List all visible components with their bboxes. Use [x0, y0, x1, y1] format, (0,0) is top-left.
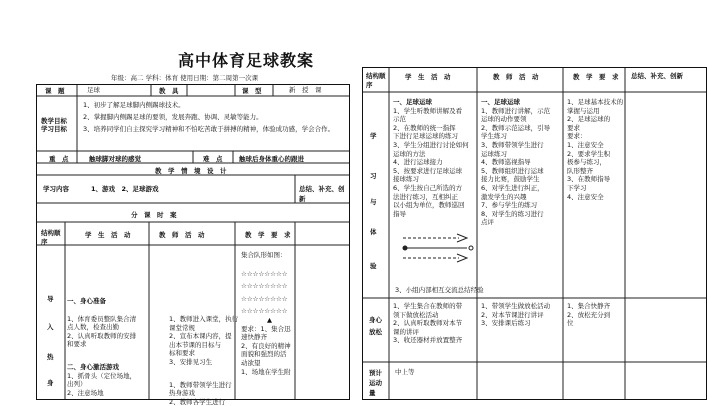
relax-student-line: 1、学生集合在教师的带 [393, 302, 463, 310]
goal-item-1: 1、初步了解足球脚内侧踢球技术。 [83, 101, 185, 109]
left-table-grid [37, 85, 349, 399]
student-line: 接球练习 [393, 175, 419, 184]
teacher-line: 2、教师示范运球，引导 [481, 123, 551, 132]
req-line: 动欲望 [241, 358, 261, 367]
req-line: ☆☆☆☆☆☆☆☆ [241, 269, 288, 278]
left-page [36, 44, 350, 406]
teacher-line: 8、对学生的练习进行 [481, 209, 544, 218]
content-label: 学习内容 [43, 185, 69, 193]
req-line: ☆☆☆☆☆☆☆☆ [241, 307, 288, 316]
class-time-header: 分 课 时 案 [131, 211, 177, 219]
relax-req-line: 位 [567, 319, 574, 328]
student-line: 一、足球运球 [393, 98, 432, 106]
teacher-line: 出本节课的目标与 [169, 340, 221, 349]
teacher-marker: ▲ [267, 315, 272, 324]
side-label-re: 热 [47, 353, 54, 361]
right-table-grid [363, 68, 706, 399]
relax-student-line: 课的讲评 [393, 327, 419, 336]
teacher-line: 标和要求 [169, 349, 195, 358]
student-line: 下进行足球运球的练习 [393, 132, 458, 141]
equipment-label: 教 具 [159, 87, 179, 95]
student-line: 指导 [393, 209, 406, 218]
diagram-caption: 3、小组内部相互交流总结经验 [395, 286, 484, 294]
planned-load-value: 中上等 [395, 368, 415, 376]
meta-line: 年级：高二 学科：体育 使用日期：第二周第一次课 [111, 74, 259, 82]
req-line: ☆☆☆☆☆☆☆☆ [241, 294, 288, 303]
req-line: 2、有良好的精神 [241, 341, 291, 350]
teacher-line: 接力比赛，鼓励学生 [481, 175, 540, 184]
teacher-line: 7、参与学生的练习 [481, 201, 538, 210]
teacher-line: 激发学生的兴趣 [481, 192, 527, 201]
teacher-line: 1、教师进入课堂，执行 [169, 315, 239, 323]
req-line: 队形整齐 [567, 166, 593, 175]
req-line: 要求：1、集合迅 [241, 324, 291, 333]
req-line: 要求： [567, 132, 587, 141]
req-line: 1、足球基本技术的 [567, 98, 624, 106]
student-line: 以小组为单位，教师巡回 [393, 201, 465, 210]
relax-teacher-line: 2、对本节课进行讲评 [481, 310, 544, 319]
student-line: 和要求 [67, 340, 87, 349]
col-student: 学 生 活 动 [85, 231, 131, 239]
side-label-yan: 验 [370, 262, 377, 270]
teacher-line: 运球练习 [481, 149, 507, 158]
relax-teacher-line: 1、带领学生做放松活动 [481, 302, 551, 310]
teacher-line: 课堂常规 [169, 323, 195, 332]
student-line: 1、抓骨头（定位场地， [67, 371, 137, 380]
student-line: 一、身心准备 [67, 297, 106, 305]
topic-value: 足球 [87, 86, 100, 94]
content-value: 1、游戏 2、足球游戏 [91, 185, 159, 193]
col-teacher: 教 师 活 动 [493, 73, 539, 81]
side-label-yu: 与 [370, 198, 377, 206]
goal-item-3: 3、培养同学们自主探究学习精神和不怕吃苦敢于拼搏的精神，体验成功感，学会合作。 [83, 125, 335, 133]
student-line: 点人数，检查出勤 [67, 323, 119, 332]
col-requirement: 教 学 要 求 [573, 73, 619, 81]
teacher-line: 4、教师巡视指导 [481, 158, 531, 167]
req-line: 1、注意安全 [567, 140, 604, 149]
student-line: 法进行练习，互相纠正 [393, 192, 458, 201]
student-line: 出列） [67, 380, 87, 389]
student-line: 6、学生按自己所选的方 [393, 183, 463, 192]
relax-student-line: 领下做放松活动 [393, 310, 439, 319]
relax-req-line: 2、放松充分到 [567, 310, 611, 319]
teacher-line: 1、教师进行讲解，示范 [481, 106, 551, 115]
topic-label: 课 题 [45, 87, 65, 95]
key-point-label: 重 点 [49, 155, 69, 163]
req-line: ☆☆☆☆☆☆☆☆ [241, 282, 288, 291]
teacher-line: 2、教师各学生进行 [169, 397, 226, 406]
summary-label: 总结、补充、创新 [299, 185, 345, 203]
teacher-line: 2、宣布本课内容，提 [169, 332, 232, 341]
col-requirement: 教 学 要 求 [245, 231, 291, 239]
req-line: 1、场地在学生附 [241, 367, 291, 376]
student-line: 运球的方法 [393, 149, 426, 158]
student-line: 5、按要求进行足球运球 [393, 166, 463, 175]
col-summary: 总结、补充、创新 [631, 72, 683, 80]
teacher-line: 一、足球运球 [481, 98, 520, 106]
req-line: 要求 [567, 123, 580, 132]
student-line: 2、认真听取教师的安排 [67, 331, 137, 340]
lesson-type-label: 课 型 [242, 87, 262, 95]
side-label-xue: 学 [370, 132, 377, 140]
goals-label: 教学目标 学习目标 [41, 117, 67, 133]
difficulty-value: 触球后身体重心的跟进 [239, 155, 304, 163]
req-line: 速快静齐 [241, 333, 267, 342]
key-point-value: 触球脚对球的感觉 [89, 155, 141, 163]
req-line: 4、注意安全 [567, 192, 604, 201]
student-line: 1、学生听教师讲解及看 [393, 106, 463, 115]
student-line: 2、注意场地 [67, 388, 104, 397]
lesson-table [36, 84, 350, 406]
side-label-ti: 体 [370, 228, 377, 236]
relax-label: 身心放松 [369, 316, 382, 336]
req-line: 2、足球运球的 [567, 115, 611, 124]
req-line: 集合队形如图： [241, 251, 287, 259]
req-line: 下学习 [567, 183, 587, 192]
teacher-line: 点评 [481, 218, 494, 227]
relax-req-line: 1、集合快静齐 [567, 302, 611, 310]
col-teacher: 教 师 活 动 [159, 231, 205, 239]
req-line: 极参与练习， [567, 158, 606, 167]
col-structure: 结构顺序 [41, 229, 61, 246]
side-label-ru: 入 [47, 323, 54, 331]
teacher-line: 1、教师带领学生进行 [169, 380, 232, 389]
relax-student-line: 3、收还器材并放置整齐 [393, 336, 463, 345]
lesson-type-value: 新 授 课 [289, 86, 322, 94]
right-page [362, 67, 707, 400]
side-label-shen: 身 [47, 379, 54, 387]
student-line: 4、进行运球接力 [393, 158, 443, 167]
teacher-line: 学生练习 [481, 132, 507, 141]
teacher-line: 热身游戏 [169, 389, 195, 398]
student-line: 示范 [393, 115, 406, 124]
student-line: 二、身心激活游戏 [67, 362, 119, 371]
student-line: 3、学生分组进行讨论如何 [393, 140, 469, 149]
col-student: 学 生 活 动 [405, 73, 451, 81]
col-structure: 结构顺序 [366, 72, 386, 89]
req-line: 3、在教师指导 [567, 175, 611, 184]
teacher-line: 3、安排见习生 [169, 357, 213, 366]
design-header: 教 学 情 境 设 计 [155, 167, 227, 175]
relax-teacher-line: 3、安排课后练习 [481, 319, 531, 328]
relax-student-line: 2、认真听取教师对本节 [393, 319, 463, 328]
req-line: 掌握与运用 [567, 106, 600, 115]
req-line: 面貌和强烈的活 [241, 350, 287, 359]
req-line: 2、要求学生积 [567, 149, 611, 158]
teacher-line: 3、教师带领学生进行 [481, 140, 544, 149]
goal-item-2: 2、掌握脚内侧踢足球的要领，发展奔跑、协调、灵敏等能力。 [83, 113, 263, 121]
page-title: 高中体育足球教案 [178, 51, 315, 70]
teacher-line: 6、对学生进行纠正， [481, 183, 544, 192]
student-line: 1、体育委员整队集合清 [67, 314, 137, 323]
planned-load-label: 预计运动量 [369, 369, 382, 397]
student-line: 2、在教师的统一指挥 [393, 123, 456, 132]
difficulty-label: 难 点 [203, 155, 223, 163]
side-label-xi: 习 [370, 172, 377, 180]
side-label-dao: 导 [47, 295, 54, 303]
teacher-line: 运球的动作要领 [481, 115, 527, 124]
teacher-line: 5、教师组织进行运球 [481, 166, 544, 175]
